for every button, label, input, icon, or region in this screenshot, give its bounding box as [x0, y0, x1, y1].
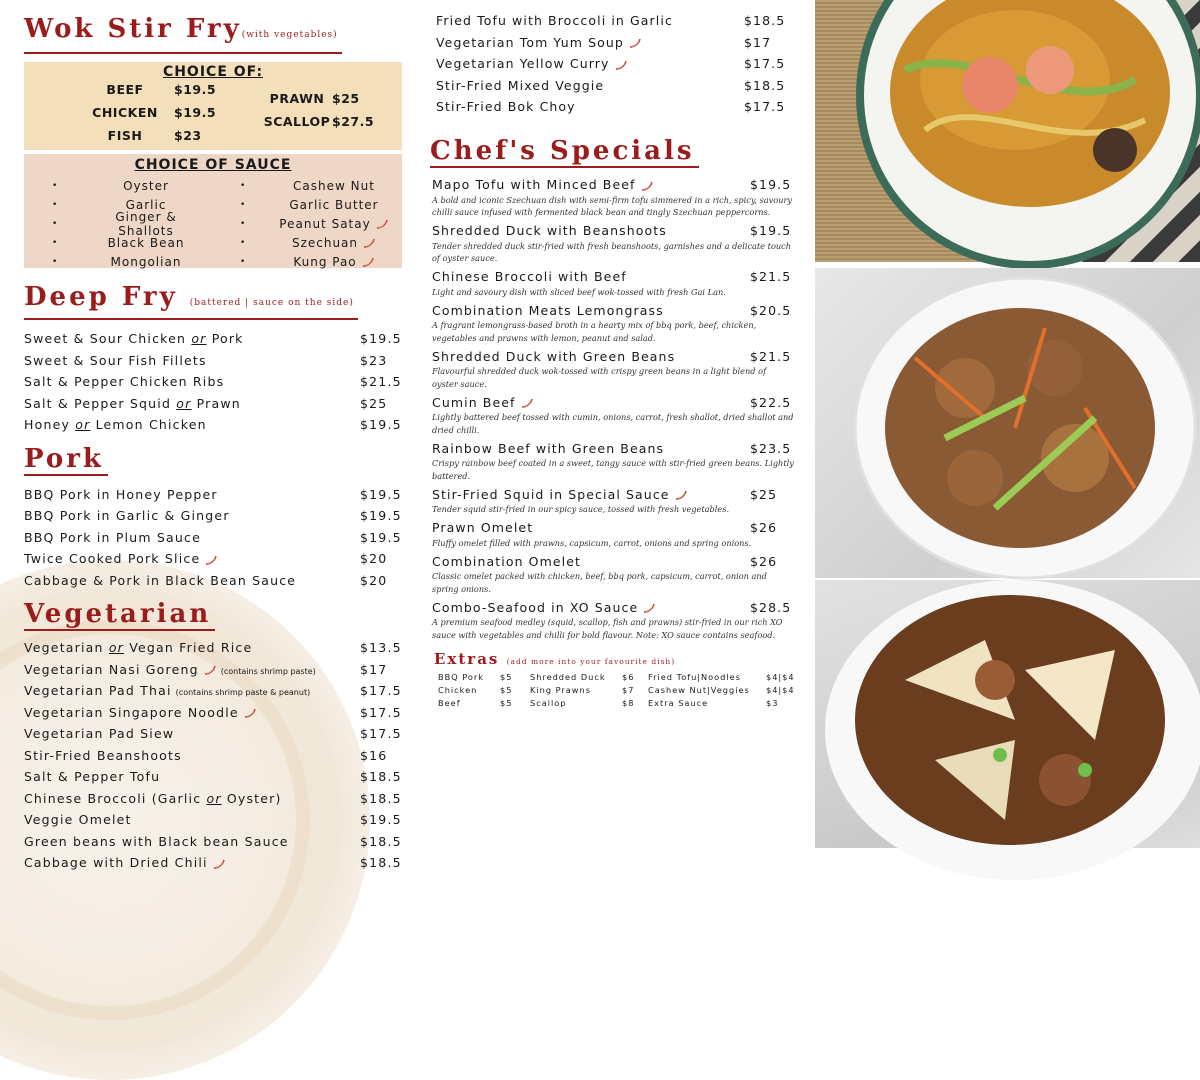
sauce-item — [214, 195, 394, 214]
special-item-header — [432, 485, 796, 503]
protein-name: BEEF — [106, 82, 144, 97]
item-name — [24, 791, 282, 806]
item-name — [24, 769, 160, 784]
protein-price: $25 — [332, 91, 360, 106]
extra-item-name: Scallop — [530, 698, 567, 708]
item-name — [24, 855, 226, 870]
item-name — [24, 417, 207, 432]
sauce-item — [26, 233, 206, 252]
special-item-header — [432, 268, 796, 286]
sauce-name: Black Bean — [107, 235, 185, 250]
sauce-item — [214, 214, 394, 233]
item-or-text: or — [191, 331, 207, 347]
chili-pepper-icon — [642, 603, 656, 613]
extra-item-price: $4|$4 — [766, 685, 795, 695]
section-title-extras: Extras (add more into your favourite dish) — [434, 650, 676, 668]
menu-item — [24, 809, 404, 831]
pork-plate-illustration — [815, 580, 1200, 848]
menu-item — [24, 414, 404, 436]
special-item-description: Tender squid stir-fried in our spicy sauce, tossed with fresh vegetables. — [432, 504, 730, 514]
chili-pepper-icon — [628, 38, 642, 48]
item-name-text: Honey — [24, 417, 76, 433]
item-name-text: Vegetarian Nasi Goreng — [24, 661, 199, 677]
special-item-header — [432, 552, 796, 570]
extra-item-name: Beef — [438, 698, 461, 708]
menu-item — [24, 548, 404, 570]
sauce-item — [26, 252, 206, 271]
sauce-name: Garlic Butter — [289, 197, 379, 212]
item-name — [24, 551, 218, 566]
menu-item — [24, 393, 404, 415]
special-item — [430, 268, 802, 299]
item-price: $18.5 — [744, 77, 786, 93]
item-name-text: Combination Omelet — [432, 553, 582, 569]
item-name-text: Fried Tofu with Broccoli in Garlic — [436, 13, 673, 29]
bullet-icon: • — [52, 180, 59, 191]
extra-item-name: Fried Tofu|Noodles — [648, 672, 741, 682]
protein-price: $19.5 — [174, 105, 217, 120]
pork-dish-photo — [815, 580, 1200, 848]
item-price: $17.5 — [360, 683, 402, 699]
item-name-text: Sweet & Sour Fish Fillets — [24, 352, 207, 368]
item-price: $25 — [360, 395, 388, 411]
item-name-text: Rainbow Beef with Green Beans — [432, 440, 665, 456]
specials-list — [430, 176, 802, 642]
extra-item-name: BBQ Pork — [438, 672, 485, 682]
menu-item — [24, 852, 404, 874]
item-price: $19.5 — [360, 486, 402, 502]
menu-item — [24, 371, 404, 393]
wok-section — [24, 12, 404, 268]
fried-beef-plate-illustration — [815, 268, 1200, 578]
sauce-item — [26, 209, 206, 238]
item-price: $19.5 — [360, 812, 402, 828]
item-price: $20.5 — [750, 302, 792, 318]
sauce-name: Szechuan — [274, 236, 394, 250]
special-item-name — [432, 441, 664, 456]
pork-section — [24, 444, 404, 592]
bullet-icon: • — [240, 256, 247, 267]
extra-item-price: $6 — [622, 672, 635, 682]
item-price: $18.5 — [744, 13, 786, 29]
item-price: $18.5 — [360, 790, 402, 806]
menu-item — [430, 32, 802, 54]
vegetarian-section — [24, 599, 404, 874]
item-price: $13.5 — [360, 640, 402, 656]
extra-item-price: $5 — [500, 672, 513, 682]
extra-item-name: Cashew Nut|Veggies — [648, 685, 750, 695]
item-price: $19.5 — [750, 223, 792, 238]
protein-price: $23 — [174, 128, 202, 143]
item-name-text: Vegetarian Yellow Curry — [436, 56, 610, 72]
item-or-text: or — [108, 640, 125, 656]
item-name-text: Vegetarian Pad Thai — [24, 683, 172, 699]
special-item-name — [432, 349, 675, 364]
item-price: $18.5 — [360, 769, 402, 785]
special-item-description: A premium seafood medley (squid, scallop, fish and prawns) stir-fried in our rich XO sauce with vegetables and chilli for bold flavour. Note: XO sauce contains seafood. — [432, 617, 783, 640]
protein-name: FISH — [107, 128, 143, 143]
item-price: $28.5 — [750, 599, 792, 615]
extra-item-name: Extra Sauce — [648, 698, 709, 708]
sauce-choice-box — [24, 154, 402, 268]
item-price: $17.5 — [360, 704, 402, 720]
item-note: (contains shrimp paste) — [220, 666, 316, 676]
item-price: $21.5 — [750, 269, 792, 284]
item-name-text: Cabbage & Pork in Black Bean Sauce — [24, 572, 297, 588]
item-name-text: Stir-Fried Bok Choy — [436, 99, 576, 115]
item-price: $26 — [750, 553, 778, 569]
special-item — [430, 598, 802, 641]
special-item — [430, 347, 802, 390]
menu-item — [24, 766, 404, 788]
item-name-text: Green beans with Black bean Sauce — [24, 833, 289, 849]
item-price: $18.5 — [360, 833, 402, 849]
item-or-text: or — [206, 790, 222, 806]
item-price: $25 — [750, 486, 778, 502]
special-item-name — [432, 600, 656, 615]
protein-name: SCALLOP — [263, 114, 331, 129]
special-item-name — [432, 223, 667, 238]
special-item-description: Fluffy omelet filled with prawns, capsicum, carrot, onions and spring onions. — [432, 537, 752, 548]
special-item-name — [432, 303, 664, 318]
sauce-name: Cashew Nut — [293, 178, 375, 193]
item-price: $26 — [750, 520, 778, 535]
sauce-list-right — [214, 176, 394, 271]
extras-table — [434, 672, 802, 708]
special-item — [430, 176, 802, 219]
deep-fry-note: (battered | sauce on the side) — [189, 298, 354, 308]
extras-note: (add more into your favourite dish) — [506, 657, 676, 666]
wok-note: (with vegetables) — [241, 30, 338, 40]
item-name — [24, 374, 224, 389]
special-item-header — [432, 393, 796, 411]
sauce-name: Kung Pao — [274, 255, 394, 269]
item-name-text: Combination Meats Lemongrass — [432, 302, 664, 318]
bullet-icon: • — [52, 218, 59, 229]
choice-heading: CHOICE OF: — [162, 64, 264, 80]
menu-item — [24, 659, 404, 681]
chili-pepper-icon — [520, 398, 534, 408]
special-item-description: Tender shredded duck stir-fried with fresh beanshoots, garnishes and a delicate touch of oyster sauce. — [432, 240, 792, 263]
item-price: $18.5 — [360, 855, 402, 871]
chili-pepper-icon — [243, 708, 257, 718]
item-name-text: Vegetarian — [24, 640, 109, 656]
item-name-text: Salt & Pepper Chicken Ribs — [24, 374, 225, 390]
item-price: $17 — [360, 661, 388, 677]
item-price: $17.5 — [744, 56, 786, 72]
sauce-name: Garlic — [125, 197, 167, 212]
item-price: $22.5 — [750, 394, 792, 410]
special-item — [430, 393, 802, 436]
item-or-text: or — [176, 395, 192, 411]
protein-choice-box — [24, 62, 402, 150]
chili-pepper-icon — [674, 490, 688, 500]
special-item — [430, 519, 802, 550]
item-name — [24, 396, 241, 411]
special-item-description: Flavourful shredded duck wok-tossed with crispy green beans in a light blend of oyster sauce. — [432, 366, 767, 389]
item-name — [24, 331, 244, 346]
item-name-text: Veggie Omelet — [24, 812, 132, 828]
menu-item — [24, 702, 404, 724]
deep-fry-section — [24, 282, 404, 436]
item-price: $17.5 — [360, 726, 402, 742]
item-name-text: Vegetarian Tom Yum Soup — [436, 34, 624, 50]
photo-column — [815, 0, 1200, 848]
deep-fry-list — [24, 328, 404, 436]
item-name — [436, 56, 628, 71]
item-name — [24, 573, 296, 588]
sauce-item — [214, 252, 394, 271]
sauce-list-left — [26, 176, 206, 271]
menu-item — [430, 10, 802, 32]
item-name-text: Lemon Chicken — [90, 417, 207, 433]
sauce-heading: CHOICE OF SAUCE — [134, 157, 292, 173]
extra-item-price: $5 — [500, 685, 513, 695]
chili-pepper-icon — [212, 859, 226, 869]
menu-item — [24, 484, 404, 506]
item-name-text: Prawn Omelet — [432, 520, 534, 535]
menu-item — [430, 53, 802, 75]
protein-name: PRAWN — [269, 91, 325, 106]
item-name — [24, 748, 182, 763]
extra-item-name: King Prawns — [530, 685, 591, 695]
item-price: $17 — [744, 34, 772, 50]
noodle-dish-photo — [815, 0, 1200, 262]
chili-pepper-icon — [362, 238, 376, 248]
item-name-text: Mapo Tofu with Minced Beef — [432, 177, 636, 192]
special-item-description: A fragrant lemongrass-based broth in a hearty mix of bbq pork, beef, chicken, vegetables and prawns with lemon, peanut and salad. — [432, 320, 757, 343]
special-item-name — [432, 395, 534, 410]
fried-beef-dish-photo — [815, 268, 1200, 578]
item-name-text: Oyster) — [221, 790, 282, 806]
item-name-text: Chinese Broccoli with Beef — [432, 269, 627, 284]
extra-item-name: Shredded Duck — [530, 672, 606, 682]
special-item — [430, 439, 802, 482]
special-item-header — [432, 439, 796, 457]
item-price: $19.5 — [360, 417, 402, 433]
bullet-icon: • — [240, 180, 247, 191]
special-item-description: Crispy rainbow beef coated in a sweet, tangy sauce with stir-fried green beans. Lightly battered. — [432, 458, 794, 481]
item-name-text: Shredded Duck with Green Beans — [432, 348, 676, 364]
item-name — [24, 812, 132, 827]
special-item-description: Lightly battered beef tossed with cumin, onions, carrot, fresh shallot, dried shallot and dried chilli. — [432, 412, 794, 435]
item-price: $21.5 — [360, 374, 402, 390]
protein-price: $19.5 — [174, 82, 217, 97]
menu-item — [24, 680, 404, 702]
sauce-name: Ginger & Shallots — [115, 209, 177, 238]
item-name-text: Pork — [206, 331, 244, 347]
extras-section — [430, 649, 802, 708]
item-name-text: Combo-Seafood in XO Sauce — [432, 599, 639, 615]
sauce-name: Peanut Satay — [274, 217, 394, 231]
item-or-text: or — [75, 417, 91, 433]
extra-item-price: $5 — [500, 698, 513, 708]
menu-item — [430, 96, 802, 118]
item-price: $19.5 — [360, 508, 402, 524]
special-item — [430, 552, 802, 595]
menu-item — [24, 637, 404, 659]
sauce-item — [26, 176, 206, 195]
item-note: (contains shrimp paste & peanut) — [175, 688, 311, 698]
sauce-item — [214, 176, 394, 195]
extra-item-price: $3 — [766, 698, 779, 708]
section-title-deep-fry: Deep Fry (battered | sauce on the side) — [24, 282, 358, 320]
item-price: $17.5 — [744, 99, 786, 115]
menu-item — [24, 788, 404, 810]
item-price: $23.5 — [750, 440, 792, 456]
bullet-icon: • — [52, 199, 59, 210]
noodle-plate-illustration — [815, 0, 1200, 262]
chili-pepper-icon — [204, 555, 218, 565]
extra-item-price: $7 — [622, 685, 635, 695]
item-name — [24, 487, 218, 502]
bullet-icon: • — [240, 218, 247, 229]
extra-item-name: Chicken — [438, 685, 478, 695]
item-name — [24, 683, 310, 698]
item-name-text: Shredded Duck with Beanshoots — [432, 223, 667, 238]
item-name — [436, 13, 673, 28]
item-price: $21.5 — [750, 348, 792, 364]
item-name — [436, 78, 604, 93]
special-item-name — [432, 269, 627, 284]
sauce-name: Mongolian — [110, 254, 182, 269]
left-column — [24, 12, 404, 874]
chili-pepper-icon — [361, 257, 375, 267]
section-title-pork: Pork — [24, 444, 108, 476]
item-price: $19.5 — [750, 177, 792, 192]
menu-item — [24, 527, 404, 549]
special-item — [430, 301, 802, 344]
special-item-header — [432, 519, 796, 537]
menu-item — [24, 745, 404, 767]
item-name — [24, 640, 252, 655]
protein-price: $27.5 — [332, 114, 375, 129]
item-name-text: Prawn — [191, 395, 241, 411]
item-price: $19.5 — [360, 331, 402, 347]
section-title-specials: Chef's Specials — [430, 136, 699, 168]
item-name-text: Salt & Pepper Squid — [24, 395, 177, 411]
item-name-text: Cabbage with Dried Chili — [24, 855, 208, 871]
vegetarian-list — [24, 637, 404, 874]
item-name-text: Stir-Fried Squid in Special Sauce — [432, 486, 670, 502]
vegetarian-continued-list — [430, 10, 802, 118]
item-name — [24, 662, 316, 677]
special-item-header — [432, 176, 796, 194]
extra-item-price: $8 — [622, 698, 635, 708]
special-item — [430, 485, 802, 516]
chili-pepper-icon — [614, 60, 628, 70]
item-name-text: Chinese Broccoli (Garlic — [24, 790, 207, 806]
item-name-text: Vegan Fried Rice — [124, 640, 253, 656]
special-item-description: Light and savoury dish with sliced beef wok-tossed with fresh Gai Lan. — [432, 286, 726, 297]
special-item-header — [432, 222, 796, 240]
item-name — [436, 99, 576, 114]
menu-item — [24, 570, 404, 592]
menu-item — [24, 505, 404, 527]
item-price: $20 — [360, 551, 388, 567]
item-name — [24, 353, 207, 368]
menu-item — [430, 75, 802, 97]
item-name-text: BBQ Pork in Plum Sauce — [24, 529, 201, 545]
item-price: $16 — [360, 747, 388, 763]
item-name — [24, 834, 289, 849]
chili-pepper-icon — [640, 181, 654, 191]
sauce-name: Oyster — [123, 178, 169, 193]
item-name — [24, 530, 201, 545]
menu-item — [24, 831, 404, 853]
item-name — [24, 508, 230, 523]
special-item-header — [432, 301, 796, 319]
sauce-item — [214, 233, 394, 252]
protein-name: CHICKEN — [92, 105, 158, 120]
menu-item — [24, 723, 404, 745]
special-item-header — [432, 598, 796, 616]
specials-section — [430, 136, 802, 642]
item-name-text: Vegetarian Singapore Noodle — [24, 704, 239, 720]
chili-pepper-icon — [203, 665, 217, 675]
special-item-name — [432, 177, 654, 192]
special-item-name — [432, 520, 533, 535]
item-price: $20 — [360, 572, 388, 588]
section-title-wok: Wok Stir Fry(with vegetables) — [24, 12, 342, 54]
extra-item-price: $4|$4 — [766, 672, 795, 682]
special-item-name — [432, 554, 581, 569]
chili-pepper-icon — [375, 219, 389, 229]
item-name — [24, 705, 257, 720]
bullet-icon: • — [52, 237, 59, 248]
pork-list — [24, 484, 404, 592]
bullet-icon: • — [52, 256, 59, 267]
special-item-description: A bold and iconic Szechuan dish with semi-firm tofu simmered in a rich, spicy, savoury chilli sauce infused with fermented black bean and tingly Szechuan peppercorns. — [432, 194, 793, 217]
menu-item — [24, 328, 404, 350]
section-title-vegetarian: Vegetarian — [24, 599, 215, 631]
item-name-text: BBQ Pork in Honey Pepper — [24, 486, 218, 502]
special-item-description: Classic omelet packed with chicken, beef, bbq pork, capsicum, carrot, onion and spring onions. — [432, 571, 767, 594]
item-price: $19.5 — [360, 529, 402, 545]
item-name-text: Twice Cooked Pork Slice — [24, 551, 201, 567]
item-name — [436, 35, 642, 50]
item-name — [24, 726, 174, 741]
item-name-text: Cumin Beef — [432, 394, 516, 410]
item-name-text: Salt & Pepper Tofu — [24, 769, 161, 785]
item-name-text: Stir-Fried Mixed Veggie — [436, 77, 605, 93]
item-name-text: Sweet & Sour Chicken — [24, 331, 192, 347]
middle-column — [430, 10, 802, 708]
special-item-name — [432, 487, 688, 502]
special-item — [430, 222, 802, 265]
menu-item — [24, 350, 404, 372]
special-item-header — [432, 347, 796, 365]
item-name-text: BBQ Pork in Garlic & Ginger — [24, 508, 230, 524]
item-name-text: Vegetarian Pad Siew — [24, 726, 175, 742]
item-price: $23 — [360, 352, 388, 368]
bullet-icon: • — [240, 199, 247, 210]
bullet-icon: • — [240, 237, 247, 248]
item-name-text: Stir-Fried Beanshoots — [24, 747, 182, 763]
